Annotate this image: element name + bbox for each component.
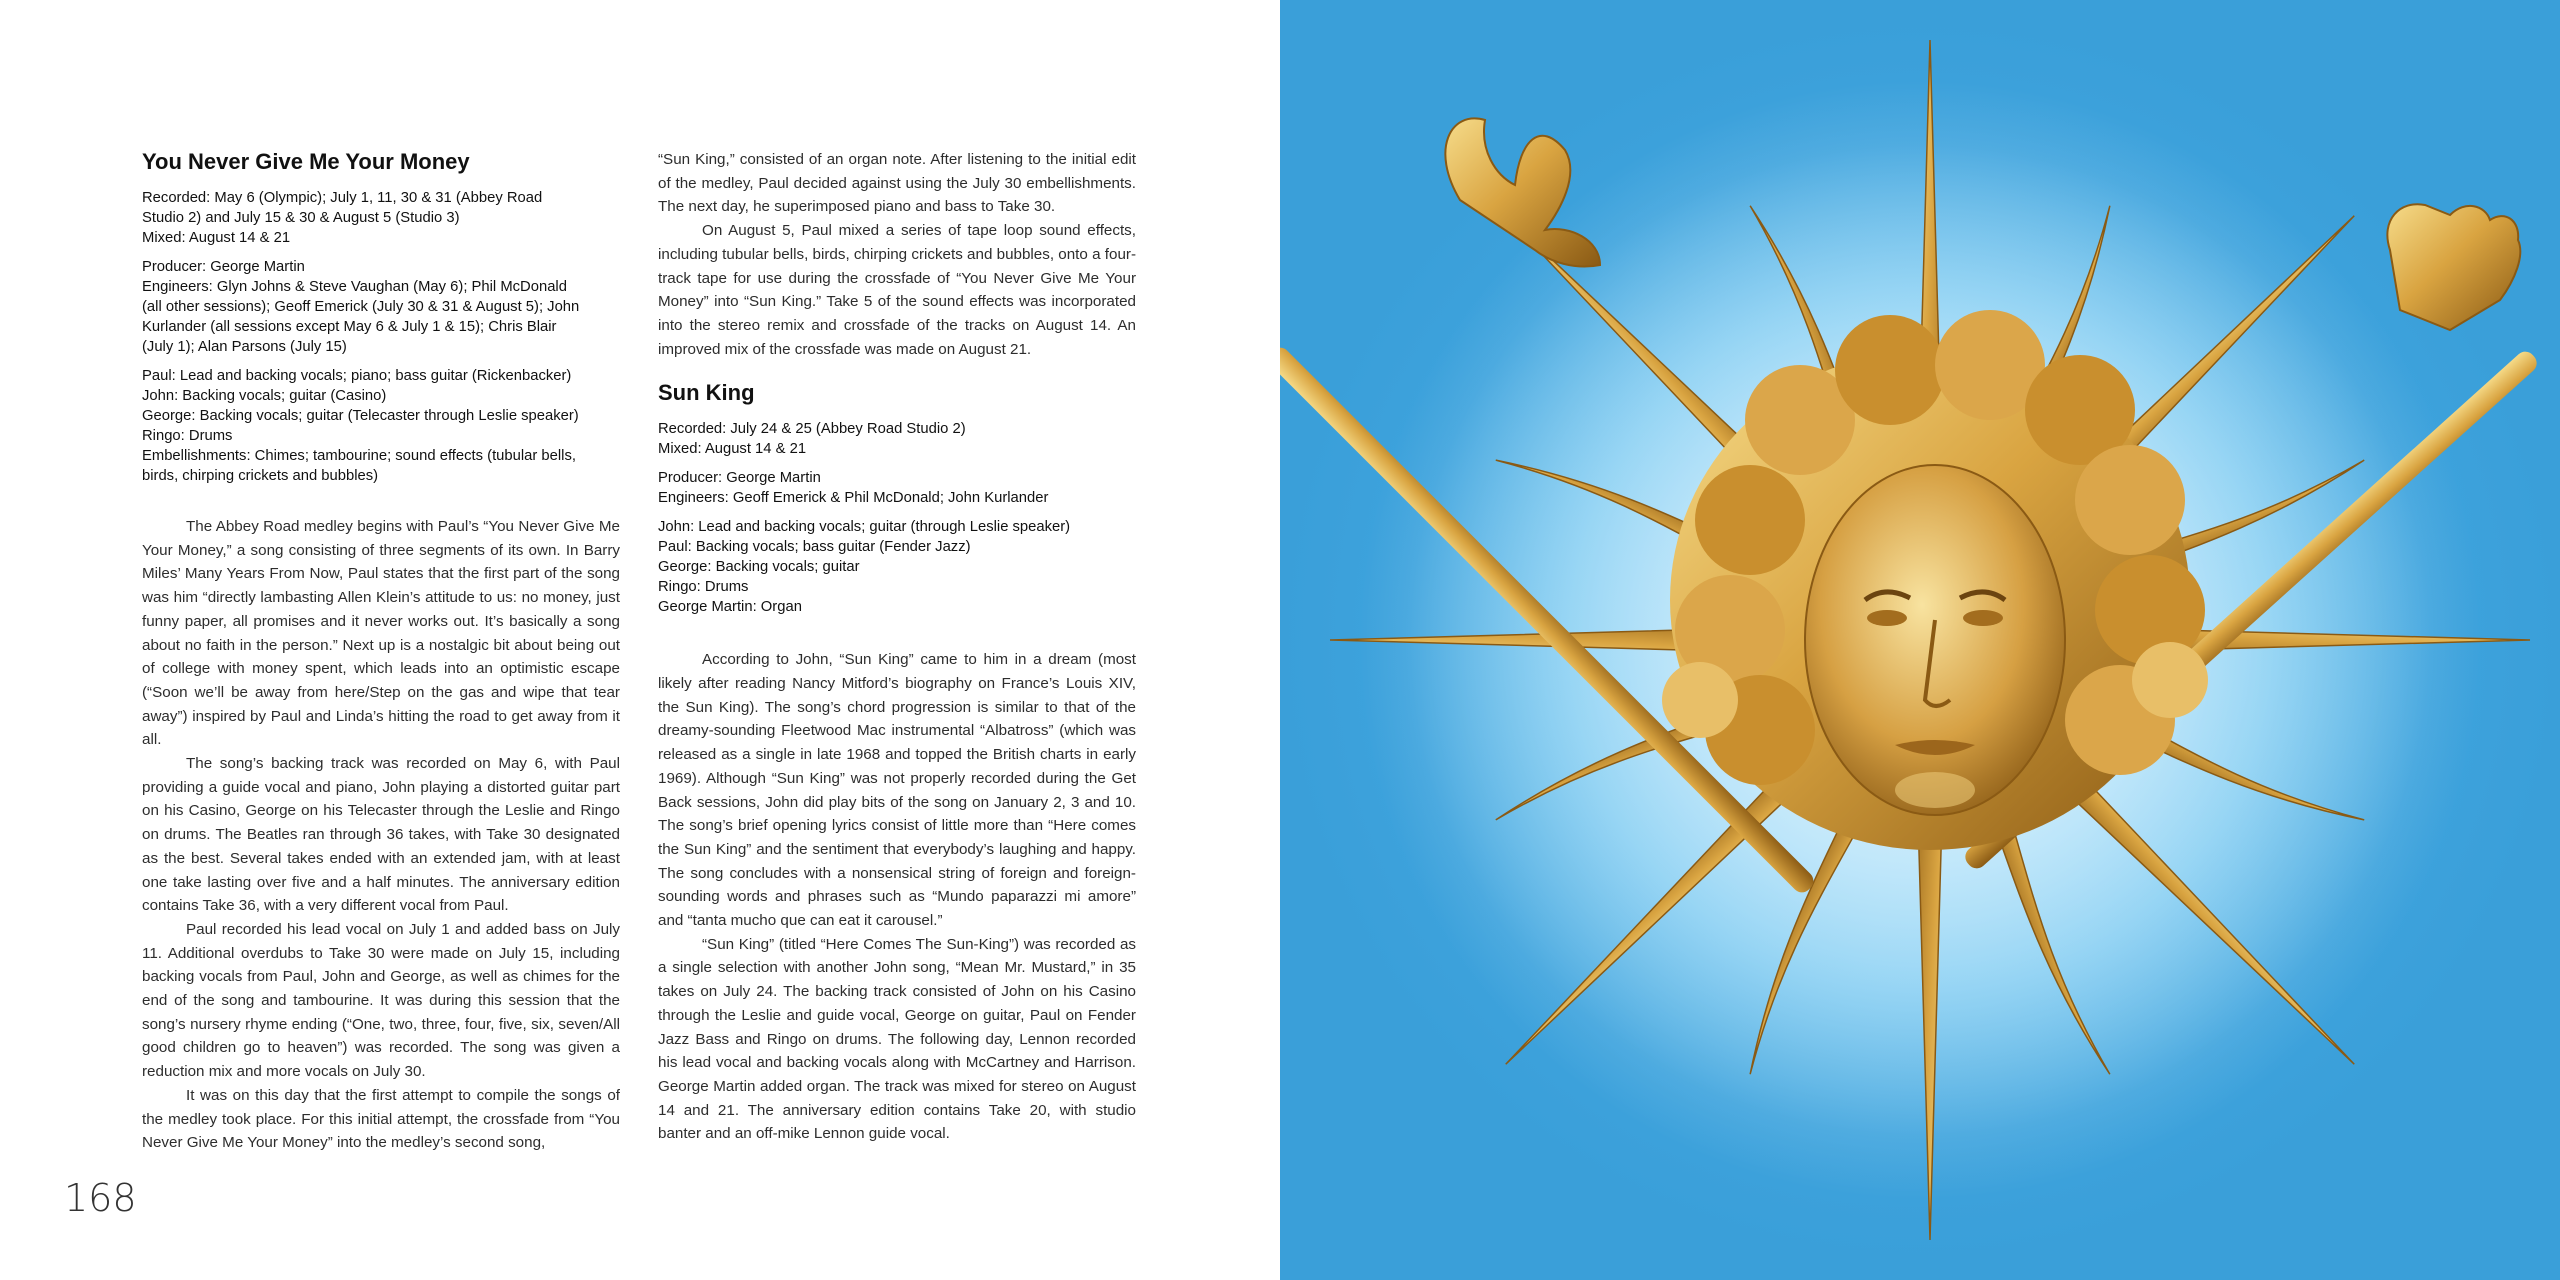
body-paragraph: On August 5, Paul mixed a series of tape loop sound effects, including tubular bells, birds, chirping crickets and bubbles, onto a four-track tape for use during the crossfade of “You Never Give Me Your Money” into “Sun King.” Take 5 of the sound effects was incorporated into the stereo remix and crossfade of the tracks on August 14. An improved mix of the crossfade was made on August 21. (658, 222, 1136, 358)
recording-info (142, 188, 620, 248)
meta-line: Paul: Backing vocals; bass guitar (Fender Jazz) (658, 539, 971, 556)
recording-info (658, 419, 1136, 459)
meta-line: John: Lead and backing vocals; guitar (through Leslie speaker) (658, 519, 1071, 536)
sun-king-emblem (1280, 0, 2560, 1280)
page-number: 168 (64, 1176, 137, 1220)
body-paragraph: “Sun King,” consisted of an organ note. After listening to the initial edit of the medley, Paul decided against using the July 30 embellishments. The next day, he superimposed piano and bass to Take 30. (658, 151, 1136, 216)
meta-line: Paul: Lead and backing vocals; piano; bass guitar (Rickenbacker) (142, 368, 572, 384)
section-title: Sun King (658, 380, 755, 406)
meta-line: Mixed: August 14 & 21 (142, 230, 291, 246)
section-title: You Never Give Me Your Money (142, 149, 470, 174)
meta-line: Ringo: Drums (658, 579, 749, 596)
meta-line: George: Backing vocals; guitar (Telecaster through Leslie speaker) (142, 408, 579, 424)
meta-line: Ringo: Drums (142, 428, 233, 444)
meta-line: (all other sessions); Geoff Emerick (July 30 & 31 & August 5); John (142, 299, 580, 315)
meta-line: Producer: George Martin (658, 470, 821, 487)
meta-line: Mixed: August 14 & 21 (658, 441, 807, 458)
body-paragraph: According to John, “Sun King” came to him in a dream (most likely after reading Nancy Mitford’s biography on France’s Louis XIV, the Sun King). The song’s chord progression is similar to that of the dreamy-sounding Fleetwood Mac instrumental “Albatross” (which was released as a single in late 1968 and topped the British charts in early 1969). Although “Sun King” was not properly recorded during the Get Back sessions, John did play bits of the song on January 2, 3 and 10. The song’s brief opening lyrics consist of little more than “Here comes the Sun King” and the sentiment that everybody’s laughing and happy. The song concludes with a nonsensical string of foreign and foreign-sounding words and phrases such as “Mundo paparazzi mi amore” and “tanta mucho que can eat it carousel.” (658, 651, 1136, 930)
meta-line: John: Backing vocals; guitar (Casino) (142, 388, 387, 404)
meta-line: Recorded: May 6 (Olympic); July 1, 11, 30 & 31 (Abbey Road (142, 190, 543, 206)
meta-line: Engineers: Glyn Johns & Steve Vaughan (May 6); Phil McDonald (142, 279, 567, 295)
body-paragraph: The song’s backing track was recorded on May 6, with Paul providing a guide vocal and piano, John playing a distorted guitar part on his Casino, George on his Telecaster through the Leslie and Ringo on drums. The Beatles ran through 36 takes, with Take 30 designated as the best. Several takes ended with an extended jam, with at least one take lasting over five and a half minutes. The anniversary edition contains Take 36, with a very different vocal from Paul. (142, 755, 620, 915)
meta-line: Recorded: July 24 & 25 (Abbey Road Studio 2) (658, 421, 966, 438)
meta-line: Kurlander (all sessions except May 6 & July 1 & 15); Chris Blair (142, 319, 557, 335)
sun-face (1805, 465, 2065, 815)
body-paragraph: “Sun King” (titled “Here Comes The Sun-King”) was recorded as a single selection with another John song, “Mean Mr. Mustard,” in 35 takes on July 24. The backing track consisted of John on his Casino through the Leslie and guide vocal, George on guitar, Paul on Fender Jazz Bass and Ringo on drums. The following day, Lennon recorded his lead vocal and backing vocals along with McCartney and Harrison. George Martin added organ. The track was mixed for stereo on August 14 and 21. The anniversary edition contains Take 20, with studio banter and an off-mike Lennon guide vocal. (658, 935, 1136, 1143)
body-paragraph: Paul recorded his lead vocal on July 1 and added bass on July 11. Additional overdubs to Take 30 were made on July 15, including backing vocals from Paul, John and George, as well as chimes for the end of the song and tambourine. It was during this session that the song’s nursery rhyme ending (“One, two, three, four, five, six, seven/All good children go to heaven”) was recorded. The song was given a reduction mix and more vocals on July 30. (142, 920, 620, 1081)
meta-line: George: Backing vocals; guitar (658, 559, 860, 576)
credits-info (658, 468, 1136, 508)
right-page-photo (1280, 0, 2560, 1280)
meta-line: Producer: George Martin (142, 259, 305, 275)
credits-info (142, 257, 620, 357)
meta-line: (July 1); Alan Parsons (July 15) (142, 339, 347, 355)
meta-line: Engineers: Geoff Emerick & Phil McDonald; John Kurlander (658, 490, 1049, 507)
body-paragraph: It was on this day that the first attempt to compile the songs of the medley took place. For this initial attempt, the crossfade from “You Never Give Me Your Money” into the medley’s second song, (142, 1086, 620, 1152)
text-column-left (142, 148, 620, 1155)
personnel-info (658, 517, 1136, 617)
meta-line: George Martin: Organ (658, 599, 802, 616)
text-column-right (658, 148, 1136, 1146)
personnel-info (142, 366, 620, 486)
meta-line: Embellishments: Chimes; tambourine; sound effects (tubular bells, (142, 448, 576, 464)
meta-line: birds, chirping crickets and bubbles) (142, 468, 379, 484)
meta-line: Studio 2) and July 15 & 30 & August 5 (Studio 3) (142, 210, 460, 226)
body-paragraph: The Abbey Road medley begins with Paul’s “You Never Give Me Your Money,” a song consisting of three segments of its own. In Barry Miles’ Many Years From Now, Paul states that the first part of the song was him “directly lambasting Allen Klein’s attitude to us: no money, just funny paper, all promises and it never works out. It’s basically a song about no faith in the person.” Next up is a nostalgic bit about being out of college with money spent, which leads into an optimistic escape (“Soon we’ll be away from here/Step on the gas and wipe that tear away”) inspired by Paul and Linda’s hitting the road to get away from it all. (142, 518, 620, 749)
